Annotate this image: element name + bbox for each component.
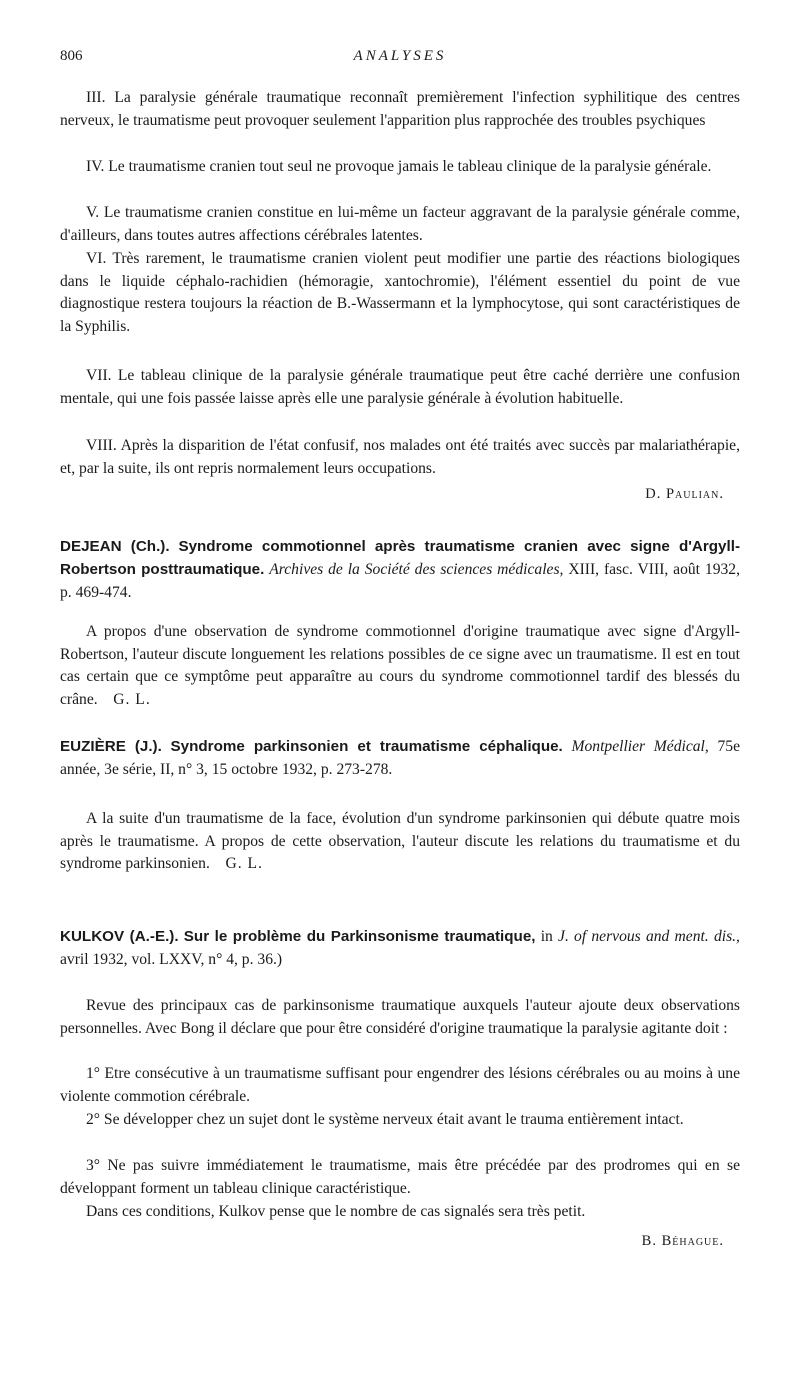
entry-heading-kulkov: [60, 925, 740, 971]
in-kulkov: in: [540, 928, 553, 945]
page-number: 806: [60, 48, 83, 64]
signature-paulian: D. Paulian.: [645, 486, 724, 502]
abstract-dejean: [60, 621, 740, 711]
author-kulkov: KULKOV (A.-E.).: [60, 928, 179, 945]
running-title: ANALYSES: [353, 48, 447, 64]
paragraph-viii: VIII. Après la disparition de l'état confusif, nos malades ont été traités avec succès par malariathérapie, et, par la suite, ils ont repris normalement leurs occupations.: [60, 437, 740, 477]
citation-dejean: XIII, fasc. VIII, août 1932, p. 469-474.: [60, 561, 740, 601]
paragraph-vii: VII. Le tableau clinique de la paralysie générale traumatique peut être caché derrière une confusion mentale, qui une fois passée laisse après elle une paralysie générale à évolution habituelle.: [60, 367, 740, 407]
abstract-kulkov-conclusion: Dans ces conditions, Kulkov pense que le nombre de cas signalés sera très petit.: [86, 1203, 586, 1220]
source-euziere: Montpellier Médical,: [571, 738, 709, 755]
abstract-kulkov-item-2: 2° Se développer chez un sujet dont le système nerveux était avant le trauma entièrement intact.: [86, 1111, 684, 1128]
title-kulkov: Sur le problème du Parkinsonisme traumatique,: [183, 928, 536, 945]
abstract-kulkov-item-1: 1° Etre consécutive à un traumatisme suffisant pour engendrer des lésions cérébrales ou au moins à une violente commotion cérébrale.: [60, 1065, 740, 1105]
signature-behague: B. Béhague.: [641, 1233, 724, 1249]
abstract-euziere: [60, 808, 740, 876]
paragraph-iii: III. La paralysie générale traumatique reconnaît premièrement l'infection syphilitique des centres nerveux, le traumatisme peut provoquer seulement l'apparition plus rapprochée des troubles psychiques: [60, 89, 740, 129]
abstract-dejean-text: A propos d'une observation de syndrome commotionnel d'origine traumatique avec signe d'Argyll-Robertson, l'auteur discute longuement les relations possibles de ce signe avec un traumatisme. Il est en tout cas certain que ce symptôme peut apparaître au cours du syndrome commotionnel tardif des blessés du crâne.: [60, 623, 740, 708]
author-dejean: DEJEAN (Ch.).: [60, 538, 170, 555]
author-euziere: EUZIÈRE (J.).: [60, 738, 162, 755]
title-dejean: Syndrome commotionnel après traumatisme cranien avec signe d'Argyll-Robertson posttraumatique.: [60, 538, 740, 578]
abstract-euziere-text: A la suite d'un traumatisme de la face, évolution d'un syndrome parkinsonien qui débute quatre mois après le traumatisme. A propos de cette observation, l'auteur discute les relations du traumatisme et du syndrome parkinsonien.: [60, 810, 740, 873]
signature-dejean: G. L.: [113, 690, 151, 708]
paragraph-v: V. Le traumatisme cranien constitue en lui-même un facteur aggravant de la paralysie générale comme, d'ailleurs, dans toutes autres affections cérébrales latentes.: [60, 204, 740, 244]
running-head: [60, 48, 740, 72]
title-euziere: Syndrome parkinsonien et traumatisme céphalique.: [170, 738, 563, 755]
citation-euziere: 75e année, 3e série, II, n° 3, 15 octobre 1932, p. 273-278.: [60, 738, 741, 778]
paragraph-vi: VI. Très rarement, le traumatisme cranien violent peut modifier une partie des réactions biologiques dans le liquide céphalo-rachidien (hémoragie, xantochromie), l'élément essentiel du point de vue diagnostique restera toujours la réaction de B.-Wassermann et la lymphocytose, qui sont caractéristiques de la Syphilis.: [60, 250, 740, 335]
source-dejean: Archives de la Société des sciences médicales,: [269, 561, 564, 578]
source-kulkov: J. of nervous and ment. dis.,: [558, 928, 740, 945]
abstract-kulkov-intro: Revue des principaux cas de parkinsonisme traumatique auxquels l'auteur ajoute deux observations personnelles. Avec Bong il déclare que pour être considéré d'origine traumatique la paralysie agitante doit :: [60, 997, 740, 1037]
abstract-kulkov-item-3: 3° Ne pas suivre immédiatement le traumatisme, mais être précédée par des prodromes qui en se développant forment un tableau clinique caractéristique.: [60, 1157, 740, 1197]
paragraph-iv: IV. Le traumatisme cranien tout seul ne provoque jamais le tableau clinique de la paralysie générale.: [86, 158, 712, 175]
entry-heading-euziere: [60, 735, 740, 781]
citation-kulkov: avril 1932, vol. LXXV, n° 4, p. 36.): [60, 951, 283, 968]
entry-heading-dejean: [60, 535, 740, 604]
signature-euziere: G. L.: [225, 855, 263, 873]
